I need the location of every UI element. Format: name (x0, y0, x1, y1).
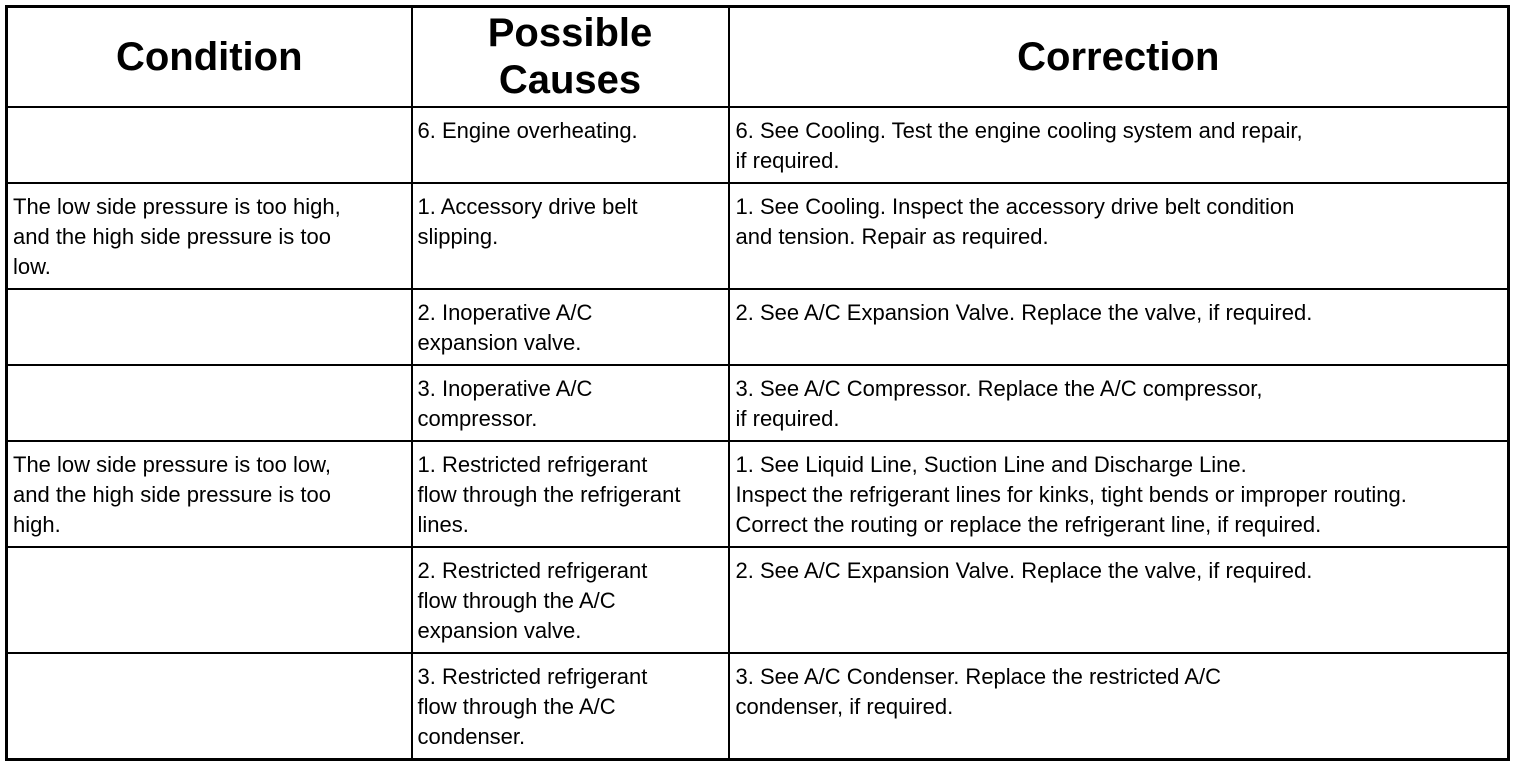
condition-cell (7, 289, 412, 365)
table-row (7, 547, 1509, 653)
cause-cell: 1. Accessory drive belt slipping. (412, 183, 729, 289)
cause-cell: 6. Engine overheating. (412, 107, 729, 183)
condition-cell: The low side pressure is too high, and the high side pressure is too low. (7, 183, 412, 289)
cause-cell: 2. Restricted refrigerant flow through the A/C expansion valve. (412, 547, 729, 653)
condition-cell (7, 653, 412, 760)
correction-cell: 3. See A/C Condenser. Replace the restricted A/C condenser, if required. (729, 653, 1509, 760)
cause-cell: 3. Inoperative A/C compressor. (412, 365, 729, 441)
cause-cell: 3. Restricted refrigerant flow through the A/C condenser. (412, 653, 729, 760)
diagnosis-table (5, 5, 1510, 761)
condition-cell: The low side pressure is too low, and the high side pressure is too high. (7, 441, 412, 547)
table-row (7, 183, 1509, 289)
cause-cell: 2. Inoperative A/C expansion valve. (412, 289, 729, 365)
correction-cell: 2. See A/C Expansion Valve. Replace the valve, if required. (729, 547, 1509, 653)
header-row (7, 7, 1509, 108)
condition-cell (7, 365, 412, 441)
table-row (7, 289, 1509, 365)
correction-cell: 1. See Liquid Line, Suction Line and Discharge Line. Inspect the refrigerant lines for kinks, tight bends or improper routing. Correct the routing or replace the refrigerant line, if required. (729, 441, 1509, 547)
header-possible-causes: Possible Causes (412, 7, 729, 108)
correction-cell: 3. See A/C Compressor. Replace the A/C compressor, if required. (729, 365, 1509, 441)
header-correction: Correction (729, 7, 1509, 108)
condition-cell (7, 107, 412, 183)
table-row (7, 441, 1509, 547)
correction-cell: 6. See Cooling. Test the engine cooling system and repair, if required. (729, 107, 1509, 183)
correction-cell: 1. See Cooling. Inspect the accessory drive belt condition and tension. Repair as required. (729, 183, 1509, 289)
header-condition: Condition (7, 7, 412, 108)
cause-cell: 1. Restricted refrigerant flow through the refrigerant lines. (412, 441, 729, 547)
correction-cell: 2. See A/C Expansion Valve. Replace the valve, if required. (729, 289, 1509, 365)
table-row (7, 107, 1509, 183)
condition-cell (7, 547, 412, 653)
table-row (7, 653, 1509, 760)
table-row (7, 365, 1509, 441)
